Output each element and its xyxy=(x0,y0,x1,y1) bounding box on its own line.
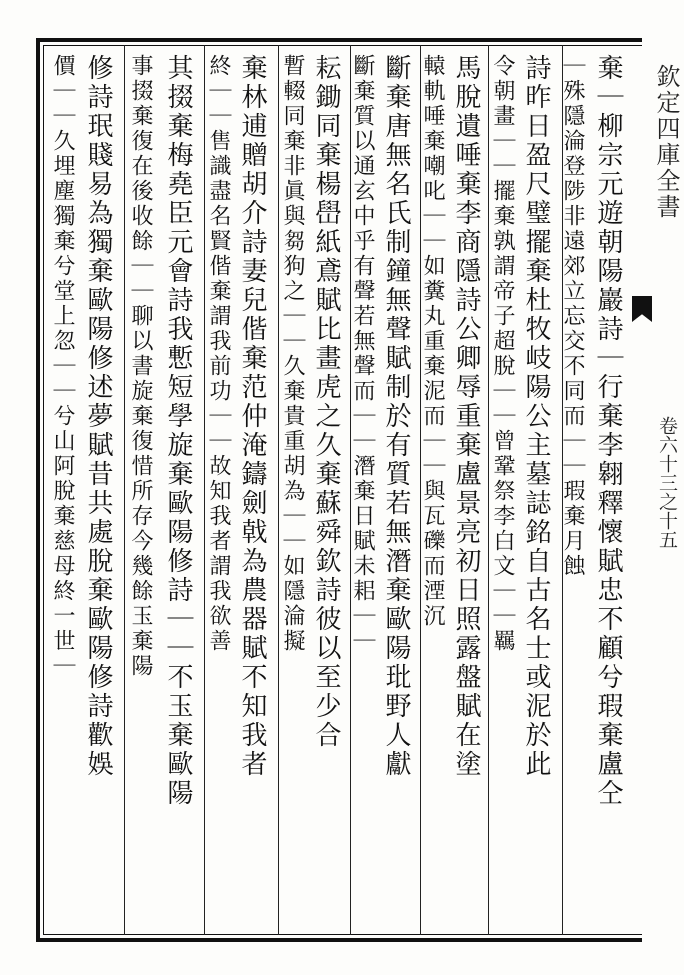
text-column: 斷棄唐無名氏制鐘無聲賦制於有質若無潛棄歐陽玭野人獻 xyxy=(381,54,411,779)
text-column: 其掇棄梅堯臣元會詩我慙短學旋棄歐陽修詩｜｜不玉棄歐陽 xyxy=(163,54,193,808)
text-column: 棄林逋贈胡介詩妻兒偕棄范仲淹鑄劍戟為農器賦不知我者 xyxy=(237,54,267,779)
text-column: 令朝畫｜｜擺棄孰謂帝子超脫｜｜曾鞏祭李白文｜｜羈 xyxy=(490,54,515,654)
text-column: 暫輟同棄非眞與芻狗之｜｜久棄貴重胡為｜｜如隱淪擬 xyxy=(280,54,305,654)
margin-book-title: 欽定四庫全書 xyxy=(652,64,680,220)
text-column: 終｜｜售識盡名賢偕棄謂我前功｜｜故知我者謂我欲善 xyxy=(206,54,231,654)
text-column: 事掇棄復在後收餘｜｜聊以書旋棄復惜所存今幾餘玉棄陽 xyxy=(128,54,153,679)
text-column: 詩昨日盈尺璧擺棄杜牧岐陽公主墓誌銘自古名士或泥於此 xyxy=(521,54,551,779)
text-column: 棄｜柳宗元遊朝陽巖詩｜行棄李翱釋懷賦忠不顧兮瑕棄盧仝 xyxy=(593,54,623,808)
text-column: ｜殊隱淪登陟非遠郊立忘交不同而｜｜瑕棄月蝕 xyxy=(560,54,585,579)
text-column: 價｜｜久埋塵獨棄兮堂上忽｜｜兮山阿脫棄慈母終一世｜ xyxy=(50,54,75,679)
text-column: 轅軌唾棄嘲叱｜｜如糞丸重棄泥而｜｜與瓦礫而湮沉 xyxy=(420,54,445,629)
text-column: 斷棄質以通玄中乎有聲若無聲而｜｜潛棄日賦未耜｜｜ xyxy=(350,54,375,654)
text-column: 馬脫遺唾棄李商隱詩公卿辱重棄盧景亮初日照露盤賦在塗 xyxy=(451,54,481,779)
margin-volume-label: 卷六十三之十五 xyxy=(656,416,678,549)
text-column: 耘鋤同棄楊嶨紙鳶賦比畫虎之久棄蘇舜欽詩彼以至少合 xyxy=(311,54,341,750)
text-column: 修詩珉賤易為獨棄歐陽修述夢賦昔共處脫棄歐陽修詩歡娛 xyxy=(83,54,113,779)
